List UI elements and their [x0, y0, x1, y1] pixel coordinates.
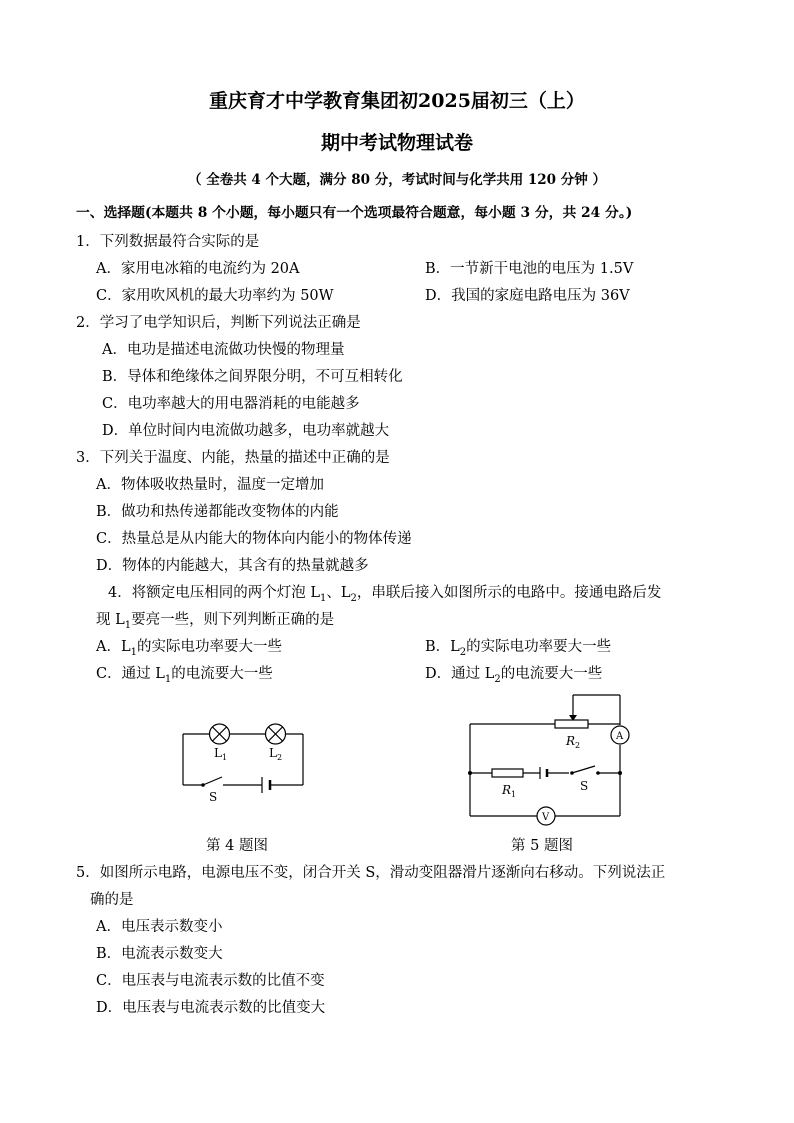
question-5-stem-line1: 5．如图所示电路，电源电压不变，闭合开关 S，滑动变阻器滑片逐渐向右移动。下列说法正: [76, 865, 666, 881]
question-3-option-a: A．物体吸收热量时，温度一定增加: [96, 477, 324, 493]
junction-dot: [618, 771, 622, 775]
question-3-option-d: D．物体的内能越大，其含有的热量就越多: [96, 558, 369, 574]
label-a: A: [616, 731, 624, 742]
figure-5-circuit: [460, 690, 640, 830]
question-2-option-a: A．电功是描述电流做功快慢的物理量: [102, 342, 345, 358]
battery-icon: [540, 767, 547, 779]
question-5-stem-line2: 确的是: [90, 892, 134, 908]
label-v: V: [542, 812, 550, 823]
question-5-option-b: B．电流表示数变大: [96, 946, 223, 962]
svg-text:L2: $L_2$: [269, 746, 283, 762]
lamp-l1-icon: [210, 724, 230, 744]
exam-title: 重庆育才中学教育集团初2025届初三（上）: [209, 90, 585, 112]
figure-5-caption: 第 5 题图: [511, 838, 573, 854]
question-2-option-c: C．电功率越大的用电器消耗的电能越多: [102, 396, 360, 412]
question-4-option-c: C．通过 $L_1$的电流要大一些: [96, 666, 273, 685]
question-3-option-b: B．做功和热传递都能改变物体的内能: [96, 504, 339, 520]
switch-icon: [570, 771, 574, 775]
question-2-option-b: B．导体和绝缘体之间界限分明，不可互相转化: [102, 369, 403, 385]
section-title: 一、选择题(本题共 8 个小题，每小题只有一个选项最符合题意，每小题 3 分，共 24 分。): [76, 205, 633, 221]
question-1-stem: 1．下列数据最符合实际的是: [76, 234, 260, 250]
svg-text:R2: $R_2$: [566, 734, 581, 750]
question-4-option-a: A．$L_1$的实际电功率要大一些: [96, 639, 282, 658]
exam-subtitle: 期中考试物理试卷: [320, 132, 473, 154]
label-r2: R: [566, 734, 576, 748]
label-s: S: [209, 790, 218, 804]
question-1-option-c: C．家用吹风机的最大功率约为 50W: [96, 288, 334, 304]
svg-text:L1: $L_1$: [214, 746, 228, 762]
question-1-option-b: B．一节新干电池的电压为 1.5V: [425, 261, 634, 277]
question-5-option-d: D．电压表与电流表示数的比值变大: [96, 1000, 326, 1016]
figure-4-circuit: [170, 715, 320, 805]
question-4-stem-line1: 4．将额定电压相同的两个灯泡 $L_1$、$L_2$，串联后接入如图所示的电路中。接通电路后发: [108, 585, 662, 604]
exam-note: （ 全卷共 4 个大题，满分 80 分，考试时间与化学共用 120 分钟 ）: [188, 172, 606, 188]
question-2-option-d: D．单位时间内电流做功越多，电功率就越大: [102, 423, 390, 439]
label-l2: L: [269, 746, 277, 760]
figure-4-caption: 第 4 题图: [206, 838, 268, 854]
lamp-l2-icon: [266, 724, 286, 744]
question-4-option-b: B．$L_2$的实际电功率要大一些: [425, 639, 612, 658]
svg-text:R1: $R_1$: [502, 783, 517, 799]
question-1-option-d: D．我国的家庭电路电压为 36V: [425, 288, 630, 304]
question-1-option-a: A．家用电冰箱的电流约为 20A: [96, 261, 300, 277]
resistor-r2-icon: [555, 720, 588, 728]
question-4-option-d: D．通过 $L_2$的电流要大一些: [425, 666, 603, 685]
resistor-r1-icon: [492, 769, 523, 777]
question-2-stem: 2．学习了电学知识后，判断下列说法正确是: [76, 315, 361, 331]
label-r1: R: [502, 783, 512, 797]
question-5-option-c: C．电压表与电流表示数的比值不变: [96, 973, 325, 989]
question-5-option-a: A．电压表示数变小: [96, 919, 223, 935]
label-l1: L: [214, 746, 222, 760]
question-4-stem-line2: 现 $L_1$要亮一些，则下列判断正确的是: [96, 612, 335, 631]
question-3-stem: 3．下列关于温度、内能，热量的描述中正确的是: [76, 450, 390, 466]
junction-dot: [468, 771, 472, 775]
battery-icon: [262, 777, 270, 793]
question-3-option-c: C．热量总是从内能大的物体向内能小的物体传递: [96, 531, 412, 547]
switch-icon: [201, 783, 205, 787]
label-s: S: [580, 779, 589, 793]
